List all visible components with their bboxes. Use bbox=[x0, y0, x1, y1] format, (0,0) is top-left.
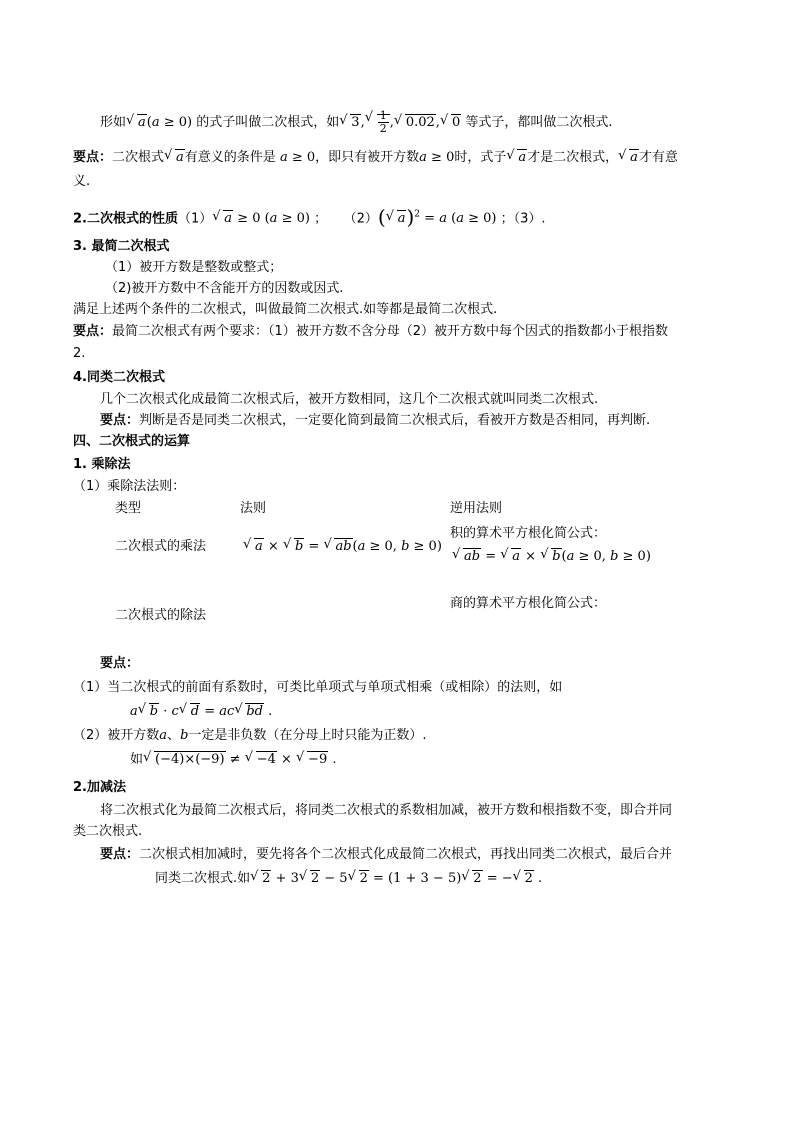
properties-line bbox=[73, 205, 546, 229]
sqrt-a: √ a bbox=[164, 150, 185, 165]
div-inverse-title: 商的算术平方根化简公式： bbox=[450, 596, 607, 611]
prop-sep2: ；（3）. bbox=[500, 211, 546, 227]
ops-heading: 四、二次根式的运算 bbox=[73, 434, 191, 449]
addsub-text-1: 将二次根式化为最简二次根式后，将同类二次根式的系数相加减，被开方数和根指数不变，即合并同 bbox=[100, 803, 673, 818]
k2a: （2）被开方数 bbox=[73, 728, 160, 743]
definition-line bbox=[100, 110, 613, 135]
simplest-key-text: 最简二次根式有两个要求：（1）被开方数不含分母（2）被开方数中每个因式的指数都小于根指数 bbox=[112, 324, 669, 339]
addsub-key bbox=[100, 845, 672, 865]
addsub-key-2 bbox=[155, 869, 542, 889]
neg-example: √ (−4)×(−9) ≠ √ −4 × √ −9 . bbox=[143, 752, 336, 767]
ops-key-3 bbox=[130, 750, 336, 770]
prop2-formula: (√ a)$^2$ = a (a ≥ 0) bbox=[378, 211, 497, 226]
ops-key-1: （1）当二次根式的前面有系数时，可类比单项式与单项式相乘（或相除）的法则，如 bbox=[73, 680, 563, 695]
k1-c: ，即只有被开方数 bbox=[315, 150, 420, 165]
k3: 如 bbox=[130, 752, 144, 767]
key-label: 要点： bbox=[73, 324, 113, 339]
prop-1: （1） bbox=[177, 211, 213, 227]
cond-a2: a ≥ 0 bbox=[419, 150, 455, 165]
ops-key-label: 要点： bbox=[100, 656, 140, 671]
k1-a: 二次根式 bbox=[112, 150, 165, 165]
mul-inverse-formula: √ ab = √ a × √ b(a ≥ 0, b ≥ 0) bbox=[452, 547, 651, 567]
prop-sep1: ； bbox=[314, 211, 328, 227]
k1-f: 才有意 bbox=[638, 150, 678, 165]
like-text: 几个二次根式化成最简二次根式后，被开方数相同，这几个二次根式就叫同类二次根式. bbox=[100, 392, 599, 407]
like-key-text: 判断是否是同类二次根式，一定要化简到最简二次根式后，看被开方数是否相同，再判断. bbox=[139, 413, 651, 428]
k1-b: 有意义的条件是 bbox=[184, 150, 276, 165]
def-post: 等式子，都叫做二次根式. bbox=[465, 115, 613, 130]
div-type: 二次根式的除法 bbox=[115, 608, 207, 623]
like-heading: 4.同类二次根式 bbox=[73, 370, 165, 385]
properties-heading: 2.二次根式的性质 bbox=[73, 211, 178, 227]
def-pre: 形如 bbox=[100, 115, 127, 130]
simplest-cond-1: （1）被开方数是整数或整式； bbox=[105, 260, 283, 275]
simplest-heading: 3. 最简二次根式 bbox=[73, 239, 170, 254]
mul-rule-formula: √ a × √ b = √ ab(a ≥ 0, b ≥ 0) bbox=[243, 537, 442, 557]
formula-sqrt-a: √ a(a ≥ 0) bbox=[126, 115, 192, 130]
prop-2: （2） bbox=[343, 211, 378, 227]
vars-a-b: a、b bbox=[159, 728, 189, 743]
sqrt-a2: √ a bbox=[506, 150, 527, 165]
simplest-cond-2: （2)被开方数中不含能开方的因数或因式. bbox=[105, 281, 344, 296]
key-point-1 bbox=[73, 148, 678, 168]
col-rule: 法则 bbox=[240, 501, 267, 516]
prop1-formula: √ a ≥ 0 (a ≥ 0) bbox=[212, 211, 310, 226]
example-radicals: √ 3, √ $\frac{1}{2}$ ,√ 0.02,√ 0 bbox=[339, 115, 461, 130]
addsub-heading: 2.加减法 bbox=[73, 780, 126, 795]
key-point-1-tail bbox=[73, 172, 90, 192]
k1-g: 义. bbox=[73, 174, 91, 189]
like-key bbox=[100, 411, 650, 431]
addsub-text-2: 类二次根式. bbox=[73, 824, 143, 839]
col-inverse: 逆用法则 bbox=[450, 501, 503, 516]
ops-key-2 bbox=[73, 726, 427, 746]
simplest-key bbox=[73, 322, 668, 342]
key-label: 要点： bbox=[73, 150, 113, 165]
col-type: 类型 bbox=[115, 501, 142, 516]
ops-key-1-example: a√ b · c√ d = ac√ bd . bbox=[130, 702, 272, 722]
addsub-example: √ 2 + 3√ 2 − 5√ 2 = (1 + 3 − 5)√ 2 = −√ 2 . bbox=[250, 871, 542, 886]
mul-inverse-title: 积的算术平方根化简公式： bbox=[450, 526, 607, 541]
simplest-key-tail: 2. bbox=[73, 346, 86, 361]
k1-d: 时，式子 bbox=[454, 150, 507, 165]
muldiv-heading: 1. 乘除法 bbox=[73, 457, 131, 472]
simplest-summary: 满足上述两个条件的二次根式，叫做最简二次根式.如等都是最简二次根式. bbox=[73, 302, 498, 317]
sqrt-a3: √ a bbox=[618, 150, 639, 165]
k1-e: 才是二次根式， bbox=[527, 150, 619, 165]
def-mid: 的式子叫做二次根式，如 bbox=[196, 115, 340, 130]
cond-a: a ≥ 0 bbox=[275, 150, 316, 165]
k2b: 一定是非负数（在分母上时只能为正数）. bbox=[188, 728, 427, 743]
key-label: 要点： bbox=[100, 413, 140, 428]
key-label: 要点： bbox=[100, 847, 140, 862]
mul-type: 二次根式的乘法 bbox=[115, 539, 207, 554]
addsub-key-text2: 同类二次根式.如 bbox=[155, 871, 251, 886]
addsub-key-text: 二次根式相加减时，要先将各个二次根式化成最简二次根式，再找出同类二次根式，最后合并 bbox=[139, 847, 673, 862]
muldiv-rules: （1）乘除法法则： bbox=[73, 479, 186, 494]
